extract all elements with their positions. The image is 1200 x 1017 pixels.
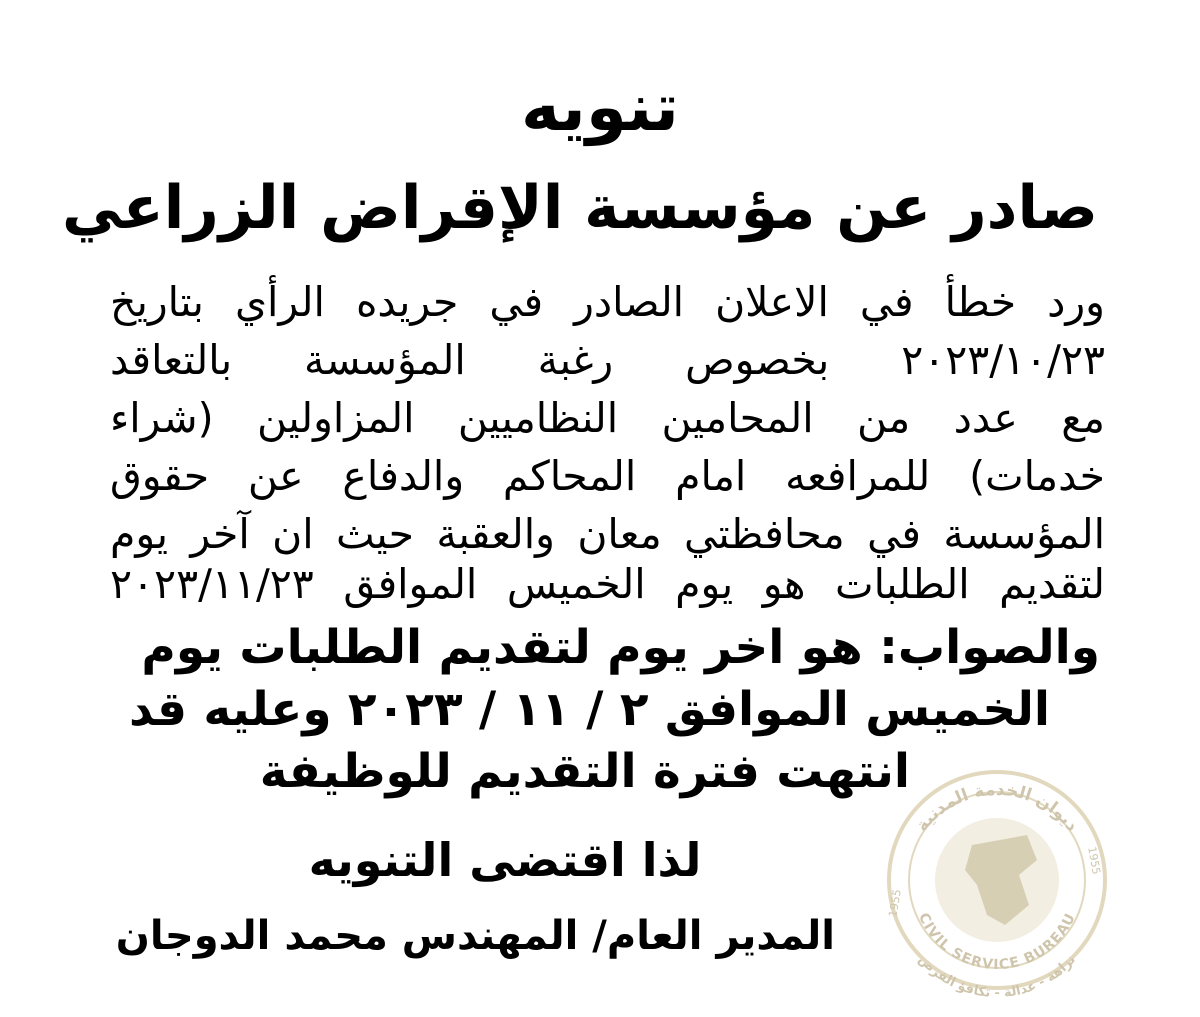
- signature-line: المدير العام/ المهندس محمد الدوجان: [115, 913, 835, 959]
- body-line-5: المؤسسة في محافظتي معان والعقبة حيث ان آخر يوم: [110, 510, 1105, 558]
- body-line-3: مع عدد من المحامين النظاميين المزاولين (شراء: [110, 394, 1105, 442]
- correction-line-2: الخميس الموافق ٢ / ١١ / ٢٠٢٣ وعليه قد: [129, 682, 1050, 737]
- civil-service-seal: [877, 765, 1117, 1005]
- seal-year-left: 1955: [886, 888, 904, 919]
- seal-arabic-name: ديوان الخدمة المدنية: [912, 779, 1082, 836]
- conclusion-text: لذا اقتضى التنويه: [308, 833, 702, 887]
- seal-motto: نزاهة - عدالة - تكافؤ الفرص: [915, 952, 1079, 1001]
- body-line-2: ٢٠٢٣/١٠/٢٣ بخصوص رغبة المؤسسة بالتعاقد: [110, 336, 1105, 384]
- body-line-4: خدمات) للمرافعه امام المحاكم والدفاع عن حقوق: [110, 452, 1105, 500]
- body-line-6: لتقديم الطلبات هو يوم الخميس الموافق ٢٠٢٣/١١/٢٣: [110, 560, 1105, 608]
- notice-subtitle: صادر عن مؤسسة الإقراض الزراعي: [62, 173, 1098, 243]
- seal-english-name: CIVIL SERVICE BUREAU: [914, 910, 1080, 974]
- seal-year-right: 1955: [1085, 845, 1103, 876]
- correction-line-1: والصواب: هو اخر يوم لتقديم الطلبات يوم: [141, 620, 1100, 675]
- notice-title: تنويه: [521, 69, 679, 146]
- body-line-1: ورد خطأ في الاعلان الصادر في جريده الرأي بتاريخ: [110, 278, 1105, 326]
- correction-line-3: انتهت فترة التقديم للوظيفة: [259, 744, 910, 799]
